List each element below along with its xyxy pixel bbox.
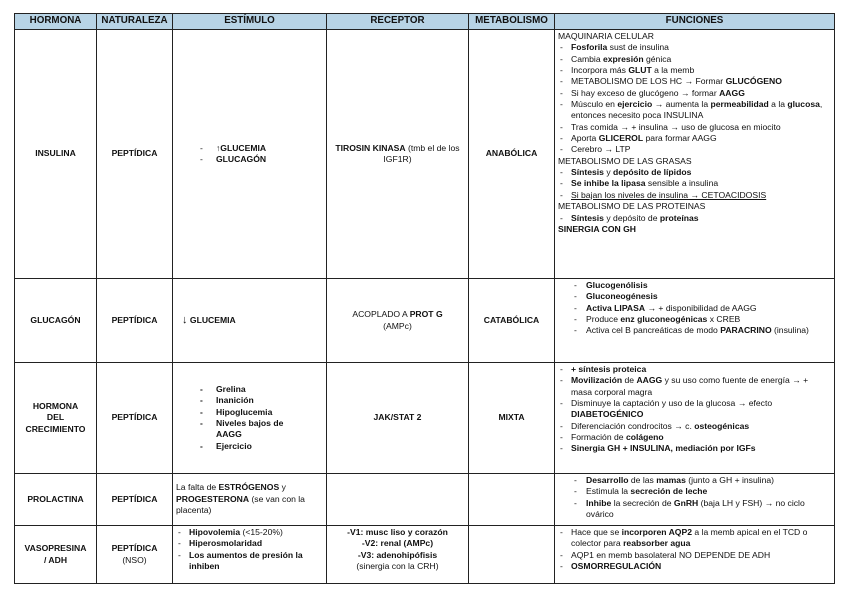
receptor-vasopresina: -V1: musc liso y corazón -V2: renal (AMPc) -V3: adenohipófisis (sinergia con la CRH) [327,526,469,584]
list-item: - Disminuye la captación y uso de la glucosa → efecto DIABETOGÉNICO [558,398,831,421]
row-gh [15,363,835,474]
list-item: - Hipoglucemia [176,407,323,418]
list-item: - Aporta GLICEROL para formar AAGG [558,133,831,144]
funciones-gh [555,363,835,474]
list-item: - Fosforila sust de insulina [558,42,831,53]
list-item: - GLUCAGÓN [176,154,323,165]
list-item: - Incorpora más GLUT a la memb [558,65,831,76]
receptor-gh: JAK/STAT 2 [327,363,469,474]
list-item: - Desarrollo de las mamas (junto a GH + insulina) [558,475,831,486]
row-prolactina [15,474,835,526]
list-item: - Activa cel B pancreáticas de modo PARACRINO (insulina) [558,325,831,336]
section-heading: METABOLISMO DE LAS GRASAS [558,155,692,166]
list-item: - Músculo en ejercicio → aumenta la permeabilidad a la glucosa, entonces necesito poca INSULINA [558,99,831,122]
list-item: - Se inhibe la lipasa sensible a insulina [558,178,831,189]
list-item: - Diferenciación condrocitos → c. osteogénicas [558,421,831,432]
list-item: - Inanición [176,395,323,406]
hormona-prolactina: PROLACTINA [15,474,97,526]
row-glucagon [15,279,835,363]
funciones-list [558,213,831,224]
list-item: - AQP1 en memb basolateral NO DEPENDE DE ADH [558,550,831,561]
receptor-insulina: TIROSIN KINASA (tmb el de los IGF1R) [327,30,469,279]
estimulo-list [176,143,323,166]
list-item: - Activa LIPASA → + disponibilidad de AAGG [558,303,831,314]
estimulo-list [176,384,323,452]
list-item: - Estimula la secreción de leche [558,486,831,497]
list-item: - Hace que se incorporen AQP2 a la memb apical en el TCD o colector para reabsorber agua [558,527,831,550]
estimulo-vasopresina [173,526,327,584]
hormona-vasopresina: VASOPRESINA / ADH [15,526,97,584]
funciones-list [558,364,831,455]
list-item: - Glucogenólisis [558,280,831,291]
list-item: - Hiperosmolaridad [176,538,323,549]
list-item: - Si hay exceso de glucógeno → formar AAGG [558,88,831,99]
section-heading: MAQUINARIA CELULAR [558,31,654,41]
row-insulina [15,30,835,279]
list-item: - Los aumentos de presión la inhiben [176,550,323,573]
header-estimulo: ESTÍMULO [173,14,327,30]
estimulo-list [176,527,323,572]
metabolismo-vasopresina [469,526,555,584]
metabolismo-insulina: ANABÓLICA [469,30,555,279]
list-item: - Cambia expresión génica [558,54,831,65]
funciones-list [558,475,831,520]
naturaleza-gh: PEPTÍDICA [97,363,173,474]
header-metabolismo: METABOLISMO [469,14,555,30]
list-item: - Si bajan los niveles de insulina → CETOACIDOSIS [558,190,831,201]
list-item: - ↑GLUCEMIA [176,143,323,154]
naturaleza-insulina: PEPTÍDICA [97,30,173,279]
hormona-insulina: INSULINA [15,30,97,279]
header-funciones: FUNCIONES [555,14,835,30]
list-item: - + síntesis proteica [558,364,831,375]
list-item: - Tras comida → + insulina → uso de glucosa en miocito [558,122,831,133]
row-vasopresina [15,526,835,584]
list-item: - OSMORREGULACIÓN [558,561,831,572]
funciones-prolactina [555,474,835,526]
list-item: - Movilización de AAGG y su uso como fuente de energía → + masa corporal magra [558,375,831,398]
list-item: - Formación de colágeno [558,432,831,443]
funciones-glucagon [555,279,835,363]
list-item: - Gluconeogénesis [558,291,831,302]
hormona-gh: HORMONA DEL CRECIMIENTO [15,363,97,474]
estimulo-insulina [173,30,327,279]
hormone-table [14,13,835,584]
list-item: - Inhibe la secreción de GnRH (baja LH y FSH) → no ciclo ovárico [558,498,831,521]
naturaleza-prolactina: PEPTÍDICA [97,474,173,526]
list-item: - Ejercicio [176,441,323,452]
section-heading: METABOLISMO DE LAS PROTEINAS [558,201,706,212]
list-item: - METABOLISMO DE LOS HC → Formar GLUCÓGENO [558,76,831,87]
section-heading: SINERGIA CON GH [558,223,636,234]
metabolismo-gh: MIXTA [469,363,555,474]
naturaleza-vasopresina: PEPTÍDICA (NSO) [97,526,173,584]
list-item: - Produce enz gluconeogénicas x CREB [558,314,831,325]
estimulo-gh [173,363,327,474]
header-hormona: HORMONA [15,14,97,30]
funciones-list [558,280,831,337]
list-item: - Sinergia GH + INSULINA, mediación por IGFs [558,443,831,454]
list-item: - Niveles bajos de AAGG [176,418,323,441]
hormona-glucagon: GLUCAGÓN [15,279,97,363]
metabolismo-glucagon: CATABÓLICA [469,279,555,363]
list-item: - Hipovolemia (<15-20%) [176,527,323,538]
funciones-list [558,527,831,572]
funciones-list [558,167,831,201]
list-item: - Cerebro → LTP [558,144,831,155]
header-receptor: RECEPTOR [327,14,469,30]
estimulo-prolactina: La falta de ESTRÓGENOS y PROGESTERONA (se van con la placenta) [173,474,327,526]
receptor-prolactina [327,474,469,526]
list-item: - Síntesis y depósito de lípidos [558,167,831,178]
funciones-insulina [555,30,835,279]
estimulo-glucagon: ↓ GLUCEMIA [173,279,327,363]
list-item: - Síntesis y depósito de proteínas [558,213,831,224]
receptor-glucagon: ACOPLADO A PROT G (AMPc) [327,279,469,363]
header-row [15,14,835,30]
naturaleza-glucagon: PEPTÍDICA [97,279,173,363]
funciones-vasopresina [555,526,835,584]
list-item: - Grelina [176,384,323,395]
metabolismo-prolactina [469,474,555,526]
funciones-list [558,42,831,155]
header-naturaleza: NATURALEZA [97,14,173,30]
